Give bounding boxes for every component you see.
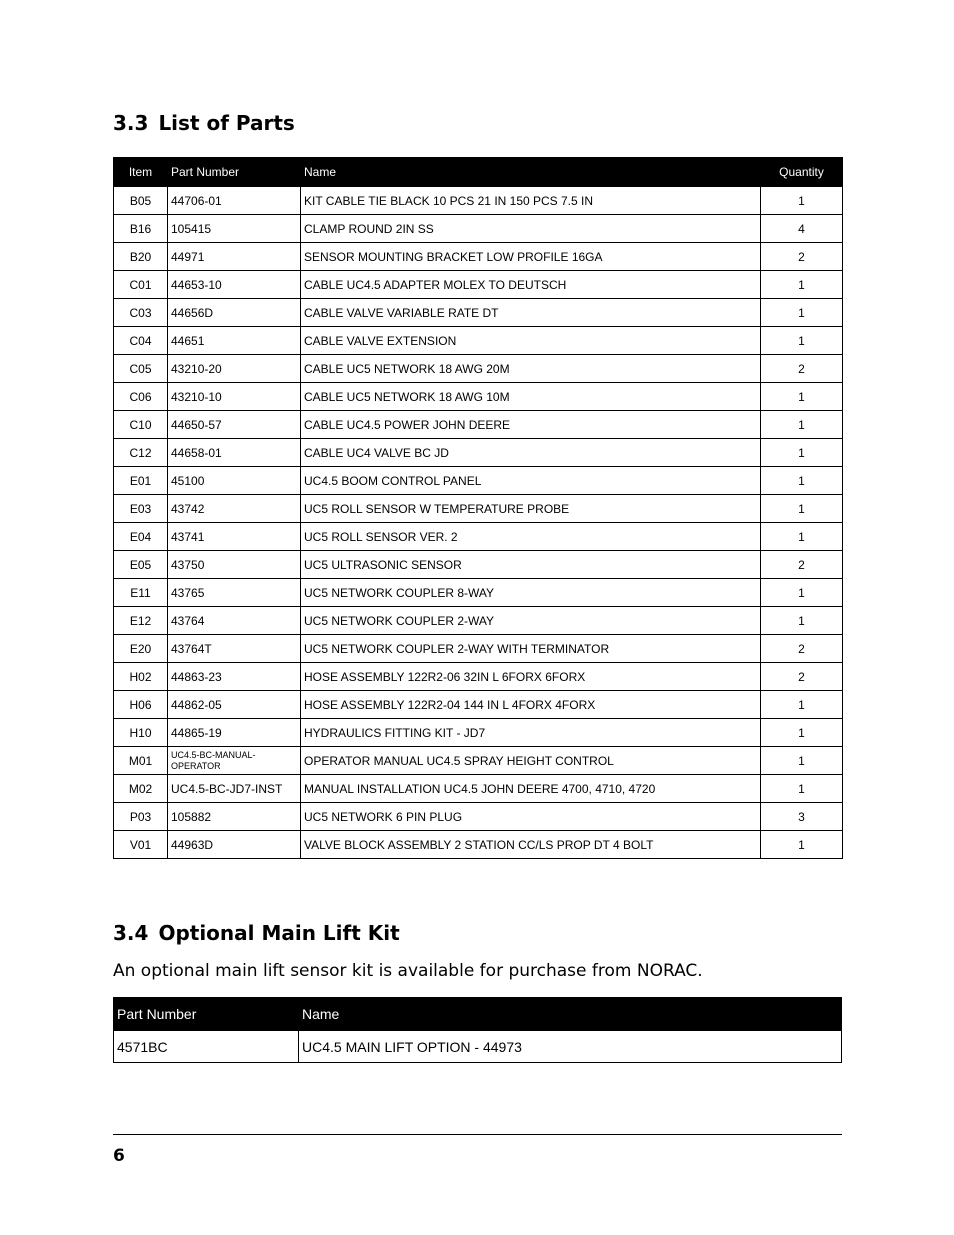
table-row	[114, 523, 843, 551]
table-row	[114, 355, 843, 383]
section-number: 3.4	[113, 921, 149, 945]
section-number: 3.3	[113, 111, 149, 135]
cell-item: C10	[114, 411, 168, 439]
cell-quantity: 2	[761, 663, 843, 691]
cell-part-number: 43750	[168, 551, 301, 579]
cell-part-number: 43764T	[168, 635, 301, 663]
cell-item: H02	[114, 663, 168, 691]
cell-quantity: 2	[761, 551, 843, 579]
cell-name: CLAMP ROUND 2IN SS	[301, 215, 761, 243]
cell-name: UC5 ROLL SENSOR VER. 2	[301, 523, 761, 551]
table-row	[114, 215, 843, 243]
table-row	[114, 551, 843, 579]
cell-quantity: 1	[761, 187, 843, 215]
cell-item: B05	[114, 187, 168, 215]
cell-item: M01	[114, 747, 168, 775]
cell-item: E11	[114, 579, 168, 607]
header-name: Name	[301, 158, 761, 187]
table-row	[114, 1031, 842, 1063]
table-row	[114, 747, 843, 775]
cell-name: UC5 NETWORK 6 PIN PLUG	[301, 803, 761, 831]
cell-quantity: 1	[761, 607, 843, 635]
cell-item: H10	[114, 719, 168, 747]
cell-part-number: 44963D	[168, 831, 301, 859]
cell-name: HOSE ASSEMBLY 122R2-06 32IN L 6FORX 6FORX	[301, 663, 761, 691]
cell-part-number: 45100	[168, 467, 301, 495]
cell-name: CABLE UC4 VALVE BC JD	[301, 439, 761, 467]
cell-item: B20	[114, 243, 168, 271]
cell-quantity: 1	[761, 775, 843, 803]
table-row	[114, 243, 843, 271]
cell-quantity: 1	[761, 271, 843, 299]
table-row	[114, 411, 843, 439]
cell-name: KIT CABLE TIE BLACK 10 PCS 21 IN 150 PCS 7.5 IN	[301, 187, 761, 215]
table-row	[114, 635, 843, 663]
header-part-number: Part Number	[168, 158, 301, 187]
cell-quantity: 1	[761, 383, 843, 411]
header-name: Name	[299, 998, 842, 1031]
cell-name: HOSE ASSEMBLY 122R2-04 144 IN L 4FORX 4FORX	[301, 691, 761, 719]
cell-item: E05	[114, 551, 168, 579]
cell-item: C12	[114, 439, 168, 467]
cell-item: E01	[114, 467, 168, 495]
parts-table	[113, 157, 843, 859]
cell-item: C05	[114, 355, 168, 383]
cell-name: CABLE VALVE EXTENSION	[301, 327, 761, 355]
cell-item: E03	[114, 495, 168, 523]
header-part-number: Part Number	[114, 998, 299, 1031]
cell-quantity: 1	[761, 467, 843, 495]
cell-item: B16	[114, 215, 168, 243]
cell-quantity: 1	[761, 439, 843, 467]
cell-part-number: 44658-01	[168, 439, 301, 467]
cell-item: C01	[114, 271, 168, 299]
cell-quantity: 1	[761, 831, 843, 859]
cell-quantity: 3	[761, 803, 843, 831]
cell-quantity: 2	[761, 355, 843, 383]
table-row	[114, 299, 843, 327]
cell-part-number: 43764	[168, 607, 301, 635]
table-row	[114, 607, 843, 635]
cell-item: M02	[114, 775, 168, 803]
cell-item: C03	[114, 299, 168, 327]
cell-name: UC4.5 MAIN LIFT OPTION - 44973	[299, 1031, 842, 1063]
lift-kit-table	[113, 997, 842, 1063]
cell-part-number: 44865-19	[168, 719, 301, 747]
cell-part-number: 43765	[168, 579, 301, 607]
cell-part-number: 44971	[168, 243, 301, 271]
cell-quantity: 1	[761, 327, 843, 355]
cell-item: E04	[114, 523, 168, 551]
cell-name: CABLE UC5 NETWORK 18 AWG 20M	[301, 355, 761, 383]
section-title: Optional Main Lift Kit	[158, 921, 400, 945]
cell-quantity: 1	[761, 523, 843, 551]
header-quantity: Quantity	[761, 158, 843, 187]
cell-part-number: 43742	[168, 495, 301, 523]
cell-item: H06	[114, 691, 168, 719]
table-row	[114, 383, 843, 411]
cell-name: CABLE UC5 NETWORK 18 AWG 10M	[301, 383, 761, 411]
table-row	[114, 271, 843, 299]
table-row	[114, 327, 843, 355]
section-title: List of Parts	[158, 111, 295, 135]
cell-part-number: 44653-10	[168, 271, 301, 299]
cell-name: UC5 NETWORK COUPLER 2-WAY WITH TERMINATOR	[301, 635, 761, 663]
table-row	[114, 439, 843, 467]
cell-name: CABLE VALVE VARIABLE RATE DT	[301, 299, 761, 327]
cell-quantity: 1	[761, 579, 843, 607]
cell-part-number: UC4.5-BC-MANUAL-OPERATOR	[168, 747, 301, 775]
cell-quantity: 1	[761, 691, 843, 719]
parts-table-body	[114, 187, 843, 859]
table-row	[114, 495, 843, 523]
cell-part-number: 105882	[168, 803, 301, 831]
table-row	[114, 803, 843, 831]
header-item: Item	[114, 158, 168, 187]
cell-part-number: 44650-57	[168, 411, 301, 439]
cell-name: CABLE UC4.5 ADAPTER MOLEX TO DEUTSCH	[301, 271, 761, 299]
cell-quantity: 1	[761, 747, 843, 775]
cell-item: P03	[114, 803, 168, 831]
cell-name: UC4.5 BOOM CONTROL PANEL	[301, 467, 761, 495]
cell-item: E20	[114, 635, 168, 663]
cell-quantity: 2	[761, 243, 843, 271]
lift-intro-paragraph: An optional main lift sensor kit is available for purchase from NORAC.	[113, 961, 703, 981]
cell-name: UC5 NETWORK COUPLER 2-WAY	[301, 607, 761, 635]
cell-quantity: 1	[761, 299, 843, 327]
cell-name: OPERATOR MANUAL UC4.5 SPRAY HEIGHT CONTROL	[301, 747, 761, 775]
cell-name: VALVE BLOCK ASSEMBLY 2 STATION CC/LS PROP DT 4 BOLT	[301, 831, 761, 859]
table-row	[114, 831, 843, 859]
footer-divider	[113, 1134, 842, 1135]
cell-name: UC5 NETWORK COUPLER 8-WAY	[301, 579, 761, 607]
cell-item: C04	[114, 327, 168, 355]
cell-part-number: 105415	[168, 215, 301, 243]
section-heading-optional-main-lift-kit	[113, 921, 400, 945]
cell-item: E12	[114, 607, 168, 635]
cell-name: MANUAL INSTALLATION UC4.5 JOHN DEERE 4700, 4710, 4720	[301, 775, 761, 803]
cell-quantity: 1	[761, 495, 843, 523]
cell-part-number: 43210-10	[168, 383, 301, 411]
table-row	[114, 579, 843, 607]
cell-part-number: 4571BC	[114, 1031, 299, 1063]
table-row	[114, 719, 843, 747]
cell-quantity: 1	[761, 411, 843, 439]
cell-name: CABLE UC4.5 POWER JOHN DEERE	[301, 411, 761, 439]
lift-table-header	[114, 998, 842, 1031]
cell-item: C06	[114, 383, 168, 411]
cell-part-number: 43210-20	[168, 355, 301, 383]
table-row	[114, 663, 843, 691]
cell-part-number: 44651	[168, 327, 301, 355]
cell-name: SENSOR MOUNTING BRACKET LOW PROFILE 16GA	[301, 243, 761, 271]
page-number: 6	[113, 1146, 125, 1166]
cell-name: HYDRAULICS FITTING KIT - JD7	[301, 719, 761, 747]
cell-name: UC5 ROLL SENSOR W TEMPERATURE PROBE	[301, 495, 761, 523]
table-row	[114, 775, 843, 803]
cell-part-number: 44863-23	[168, 663, 301, 691]
cell-part-number: UC4.5-BC-JD7-INST	[168, 775, 301, 803]
cell-quantity: 4	[761, 215, 843, 243]
table-row	[114, 187, 843, 215]
cell-part-number: 44656D	[168, 299, 301, 327]
cell-quantity: 1	[761, 719, 843, 747]
cell-quantity: 2	[761, 635, 843, 663]
table-row	[114, 691, 843, 719]
cell-item: V01	[114, 831, 168, 859]
cell-part-number: 44706-01	[168, 187, 301, 215]
section-heading-list-of-parts	[113, 111, 295, 135]
table-row	[114, 467, 843, 495]
parts-table-header	[114, 158, 843, 187]
cell-part-number: 43741	[168, 523, 301, 551]
cell-part-number: 44862-05	[168, 691, 301, 719]
cell-name: UC5 ULTRASONIC SENSOR	[301, 551, 761, 579]
